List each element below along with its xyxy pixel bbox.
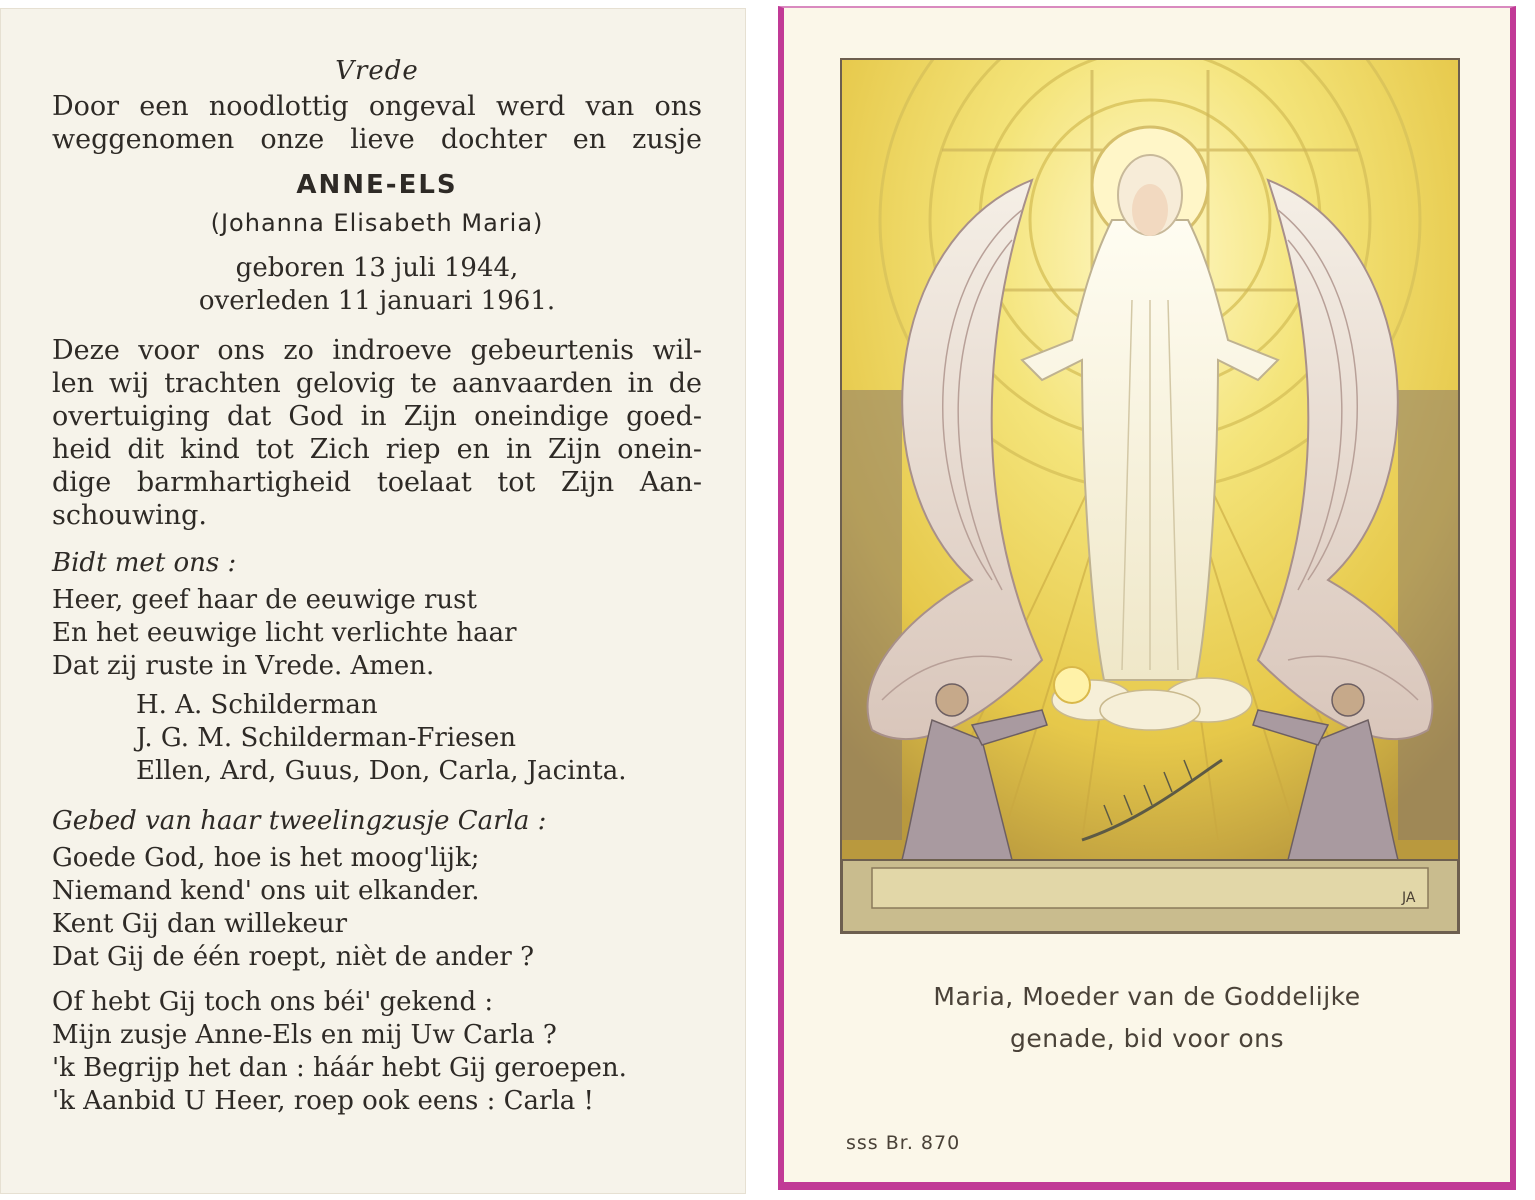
paragraph-line: overtuiging dat God in Zijn oneindige goed- xyxy=(52,401,702,432)
poem-line: Kent Gij dan willekeur xyxy=(52,909,348,939)
prayer-text xyxy=(52,584,702,683)
poem-heading: Gebed van haar tweelingzusje Carla : xyxy=(52,806,547,836)
svg-text:JA: JA xyxy=(1402,890,1416,906)
prayer-line: Dat zij ruste in Vrede. Amen. xyxy=(52,651,435,681)
poem-line: Of hebt Gij toch ons béi' gekend : xyxy=(52,987,494,1017)
prayer-line: Heer, geef haar de eeuwige rust xyxy=(52,585,477,615)
poem-line: Dat Gij de één roept, nièt de ander ? xyxy=(52,942,535,972)
poem-stanza-2 xyxy=(52,986,702,1118)
poem-line: 'k Begrijp het dan : háár hebt Gij geroepen. xyxy=(52,1053,627,1083)
poem-stanza-1 xyxy=(52,842,702,974)
paragraph-line: heid dit kind tot Zich riep en in Zijn onein- xyxy=(52,434,702,465)
caption-line: genade, bid voor ons xyxy=(1010,1024,1284,1053)
poem-line: Mijn zusje Anne-Els en mij Uw Carla ? xyxy=(52,1020,557,1050)
deceased-name: ANNE-ELS xyxy=(296,170,458,200)
paragraph-line: len wij trachten gelovig te aanvaarden in de xyxy=(52,368,702,399)
poem-line: Niemand kend' ons uit elkander. xyxy=(52,876,480,906)
signer-line: J. G. M. Schilderman-Friesen xyxy=(136,723,516,753)
poem-line: Goede God, hoe is het moog'lijk; xyxy=(52,843,480,873)
birth-date: geboren 13 juli 1944, xyxy=(235,253,519,283)
print-code: sss Br. 870 xyxy=(846,1132,961,1154)
signer-line: H. A. Schilderman xyxy=(136,690,378,720)
memorial-card-text xyxy=(0,8,746,1194)
caption-line: Maria, Moeder van de Goddelijke xyxy=(933,982,1361,1011)
prayer-heading: Bidt met ons : xyxy=(52,548,237,578)
condolence-paragraph xyxy=(52,334,702,532)
card-text-body xyxy=(52,56,702,1118)
madonna-illustration xyxy=(840,58,1460,934)
madonna-artwork xyxy=(842,60,1458,932)
poem-line: 'k Aanbid U Heer, roep ook eens : Carla ! xyxy=(52,1086,594,1116)
intro-line: weggenomen onze lieve dochter en zusje xyxy=(52,124,702,155)
signers-list xyxy=(136,689,702,788)
heading-vrede: Vrede xyxy=(335,56,419,86)
prayer-line: En het eeuwige licht verlichte haar xyxy=(52,618,517,648)
paragraph-line: dige barmhartigheid toelaat tot Zijn Aan- xyxy=(52,467,702,498)
picture-caption xyxy=(784,976,1510,1060)
death-date: overleden 11 januari 1961. xyxy=(198,286,556,316)
deceased-fullname: (Johanna Elisabeth Maria) xyxy=(210,209,544,237)
intro-line: Door een noodlottig ongeval werd van ons xyxy=(52,91,702,122)
signer-line: Ellen, Ard, Guus, Don, Carla, Jacinta. xyxy=(136,756,627,786)
memorial-card-picture xyxy=(778,6,1516,1190)
paragraph-line: schouwing. xyxy=(52,500,208,531)
paragraph-line: Deze voor ons zo indroeve gebeurtenis wil- xyxy=(52,335,702,366)
intro-text xyxy=(52,90,702,156)
